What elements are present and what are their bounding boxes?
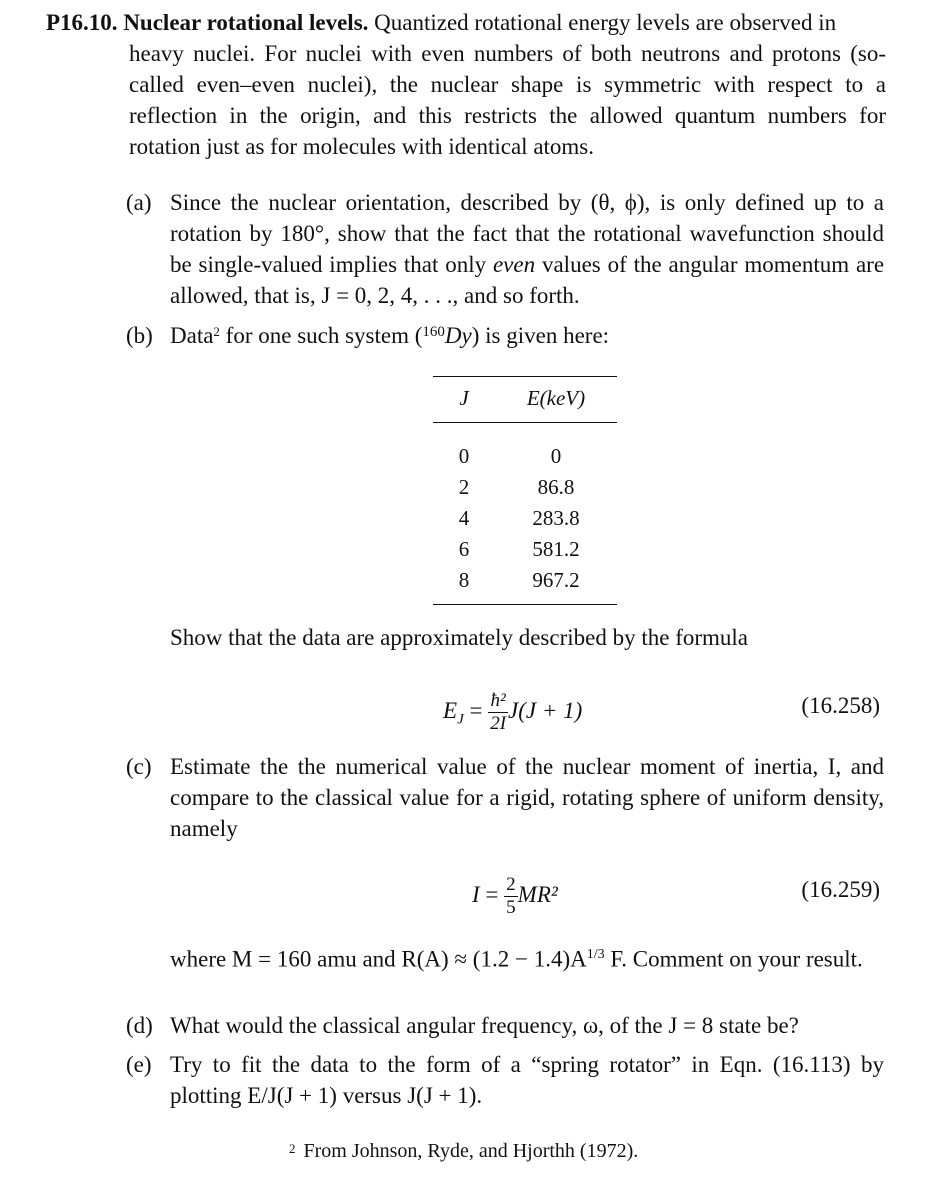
- eq2-equals: =: [485, 881, 499, 907]
- eq1-equals: =: [469, 697, 483, 723]
- equation-16-259: [0, 856, 928, 926]
- part-c-where-text: where M = 160 amu and R(A) ≈ (1.2 − 1.4)A: [170, 946, 587, 972]
- part-c-where-text-2: F. Comment on your result.: [604, 946, 863, 972]
- footnote-number: 2: [289, 1141, 296, 1156]
- part-d: [126, 1010, 884, 1041]
- table-cell-j: 0: [458, 444, 470, 468]
- eq1-rhs: J(J + 1): [508, 697, 583, 723]
- eq2-rhs: MR²: [517, 881, 558, 907]
- eq2-numerator: 2: [506, 874, 516, 895]
- table-cell-j: 8: [458, 568, 470, 592]
- energy-level-table: [433, 376, 617, 605]
- part-a-emphasis: even: [492, 252, 536, 277]
- part-c-label: (c): [126, 754, 152, 779]
- table-cell-j: 4: [458, 506, 470, 530]
- part-b-label: (b): [126, 323, 153, 348]
- table-header-row: [433, 377, 617, 423]
- part-a-label: (a): [126, 190, 152, 215]
- part-e: [126, 1049, 884, 1111]
- table-row: [433, 565, 617, 605]
- part-b-text-2: for one such system (: [225, 323, 423, 348]
- eq2-denominator: 5: [506, 897, 516, 918]
- isotope-symbol: Dy: [444, 323, 472, 348]
- part-e-text: Try to fit the data to the form of a “spring rotator” in Eqn. (16.113) by plotting E/J(J + 1) versus J(J + 1).: [170, 1052, 884, 1108]
- table-cell-j: 6: [458, 537, 470, 561]
- footnote-text: From Johnson, Ryde, and Hjorthh (1972).: [303, 1140, 639, 1162]
- table-row: [433, 423, 617, 473]
- part-c-exponent: 1/3: [586, 947, 605, 962]
- eq1-denominator: 2I: [490, 713, 507, 734]
- part-b-show-text: Show that the data are approximately described by the formula: [170, 625, 748, 650]
- part-b: [126, 320, 884, 351]
- part-a: [126, 187, 884, 311]
- problem-number: P16.10.: [46, 10, 118, 35]
- part-a-text-1: Since the nuclear orientation, described by (θ, ϕ), is only defined up to a rotation by 180°, show that the fact that the rotational wavefunction should be single-valued implies that only: [170, 190, 884, 277]
- table-cell-energy: 581.2: [532, 537, 580, 561]
- table-row: [433, 472, 617, 503]
- part-b-text-3: ) is given here:: [471, 323, 610, 348]
- table-cell-energy: 283.8: [532, 506, 580, 530]
- problem-intro-first: Quantized rotational energy levels are observed in: [374, 10, 837, 35]
- part-d-text: What would the classical angular frequency, ω, of the J = 8 state be?: [170, 1013, 799, 1038]
- footnote: [289, 1136, 638, 1167]
- part-d-label: (d): [126, 1013, 153, 1038]
- table-cell-energy: 0: [550, 444, 562, 468]
- part-c-text: Estimate the the numerical value of the nuclear moment of inertia, I, and compare to the classical value for a rigid, rotating sphere of uniform density, namely: [170, 754, 884, 841]
- isotope-mass: 160: [422, 324, 445, 340]
- equation-number-16-258: (16.258): [801, 693, 880, 718]
- table-cell-energy: 86.8: [537, 475, 575, 499]
- table-header-j: J: [459, 386, 469, 410]
- eq2-lhs: I: [472, 881, 480, 907]
- table-row: [433, 534, 617, 565]
- equation-16-258: [0, 672, 928, 742]
- table-header-energy: E(keV): [526, 386, 586, 410]
- table-cell-j: 2: [458, 475, 470, 499]
- problem-title: Nuclear rotational levels.: [123, 10, 369, 35]
- part-e-label: (e): [126, 1052, 152, 1077]
- eq2-fraction: [504, 874, 518, 919]
- eq1-fraction: [488, 690, 508, 735]
- part-b-text-1: Data: [170, 323, 214, 348]
- eq1-lhs: E: [443, 697, 458, 723]
- part-a-text-2: values of the angular momentum are allowed, that is, J = 0, 2, 4, . . ., and so forth.: [170, 252, 885, 308]
- part-c-where: [170, 939, 884, 975]
- part-c: [126, 751, 884, 844]
- eq1-lhs-subscript: J: [457, 711, 464, 728]
- problem-statement: [46, 7, 886, 162]
- table-cell-energy: 967.2: [532, 568, 580, 592]
- equation-number-16-259: (16.259): [801, 877, 880, 902]
- problem-intro-rest: heavy nuclei. For nuclei with even numbers of both neutrons and protons (so-called even–even nuclei), the nuclear shape is symmetric with respect to a reflection in the origin, and this restricts the allowed quantum numbers for rotation just as for molecules with identical atoms.: [129, 41, 886, 159]
- footnote-mark: 2: [213, 324, 220, 339]
- table-row: [433, 503, 617, 534]
- eq1-numerator: ħ²: [488, 690, 508, 713]
